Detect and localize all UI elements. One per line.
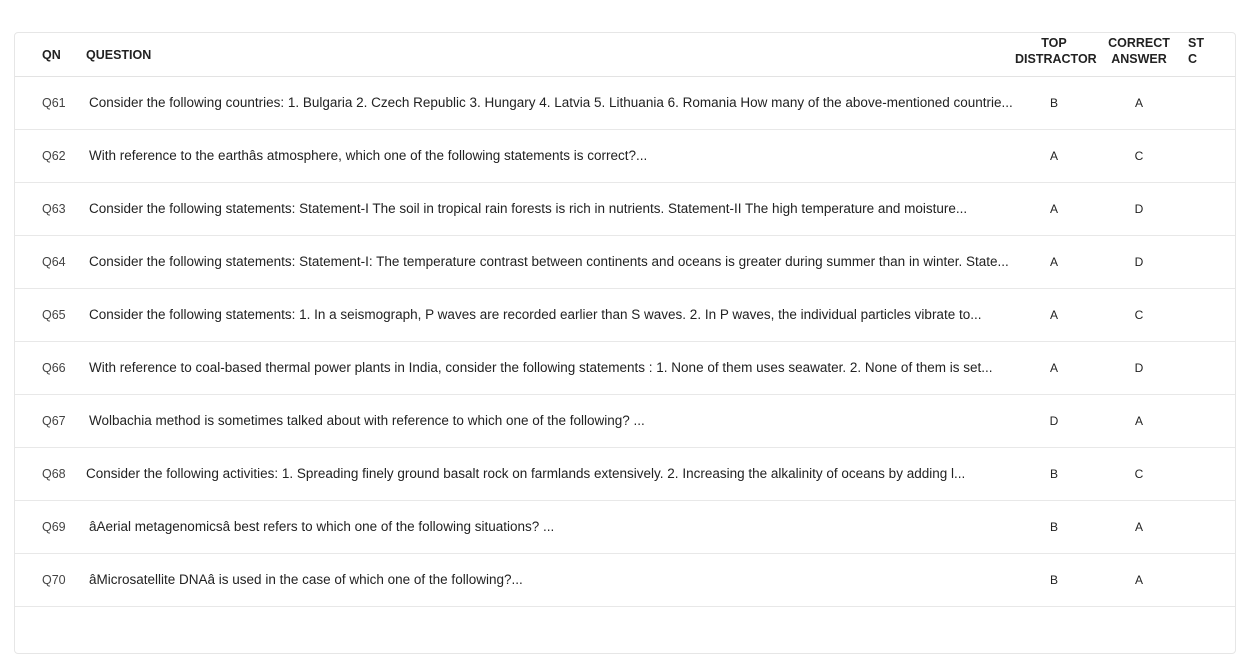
header-correct-answer[interactable] bbox=[1101, 35, 1177, 67]
row-qn: Q68 bbox=[42, 467, 66, 481]
table-row[interactable] bbox=[15, 395, 1235, 448]
row-top-distractor: A bbox=[1049, 149, 1058, 163]
table-row[interactable] bbox=[15, 448, 1235, 501]
row-question: Consider the following countries: 1. Bulgaria 2. Czech Republic 3. Hungary 4. Latvia 5. Lithuania 6. Romania How many of the above-mentioned countrie... bbox=[89, 95, 1013, 110]
table-row[interactable] bbox=[15, 554, 1235, 607]
row-qn: Q66 bbox=[42, 361, 66, 375]
row-correct-answer: A bbox=[1134, 414, 1143, 428]
row-question: With reference to coal-based thermal power plants in India, consider the following statements : 1. None of them uses seawater. 2. None of them is set... bbox=[89, 360, 993, 375]
row-question: Consider the following statements: Statement-I: The temperature contrast between continents and oceans is greater during summer than in winter. State... bbox=[89, 254, 1009, 269]
table-row[interactable] bbox=[15, 183, 1235, 236]
row-qn: Q67 bbox=[42, 414, 66, 428]
header-top-distractor-line1: TOP bbox=[1041, 36, 1067, 50]
results-table bbox=[14, 32, 1236, 654]
table-body bbox=[15, 77, 1235, 607]
table-row[interactable] bbox=[15, 130, 1235, 183]
row-correct-answer: A bbox=[1134, 573, 1143, 587]
row-top-distractor: B bbox=[1049, 96, 1058, 110]
row-qn: Q69 bbox=[42, 520, 66, 534]
row-correct-answer: D bbox=[1134, 255, 1144, 269]
table-row[interactable] bbox=[15, 289, 1235, 342]
row-qn: Q62 bbox=[42, 149, 66, 163]
table-row[interactable] bbox=[15, 342, 1235, 395]
header-status-line2: C bbox=[1188, 52, 1198, 66]
row-question: âAerial metagenomicsâ best refers to which one of the following situations? ... bbox=[89, 519, 555, 534]
table-row[interactable] bbox=[15, 77, 1235, 130]
row-qn: Q61 bbox=[42, 96, 66, 110]
row-top-distractor: B bbox=[1049, 573, 1058, 587]
header-top-distractor[interactable] bbox=[1015, 35, 1097, 67]
row-question: âMicrosatellite DNAâ is used in the case of which one of the following?... bbox=[89, 572, 523, 587]
row-correct-answer: A bbox=[1134, 96, 1143, 110]
table-row[interactable] bbox=[15, 236, 1235, 289]
row-question: With reference to the earthâs atmosphere, which one of the following statements is correct?... bbox=[89, 148, 648, 163]
row-question: Consider the following activities: 1. Spreading finely ground basalt rock on farmlands extensively. 2. Increasing the alkalinity of oceans by adding l... bbox=[86, 466, 966, 481]
row-question: Consider the following statements: Statement-I The soil in tropical rain forests is rich in nutrients. Statement-II The high temperature and moisture... bbox=[89, 201, 968, 216]
row-qn: Q64 bbox=[42, 255, 66, 269]
table-row[interactable] bbox=[15, 501, 1235, 554]
header-qn[interactable]: QN bbox=[42, 48, 61, 62]
row-top-distractor: B bbox=[1049, 467, 1058, 481]
table-header bbox=[15, 33, 1235, 77]
row-correct-answer: C bbox=[1134, 467, 1144, 481]
row-question: Wolbachia method is sometimes talked about with reference to which one of the following? ... bbox=[89, 413, 645, 428]
row-top-distractor: D bbox=[1049, 414, 1059, 428]
row-qn: Q65 bbox=[42, 308, 66, 322]
row-correct-answer: C bbox=[1134, 149, 1144, 163]
header-status[interactable] bbox=[1188, 35, 1248, 67]
row-top-distractor: A bbox=[1049, 308, 1058, 322]
row-top-distractor: A bbox=[1049, 202, 1058, 216]
row-top-distractor: A bbox=[1049, 361, 1058, 375]
row-correct-answer: C bbox=[1134, 308, 1144, 322]
row-question: Consider the following statements: 1. In a seismograph, P waves are recorded earlier than S waves. 2. In P waves, the individual particles vibrate to... bbox=[89, 307, 982, 322]
header-correct-answer-line1: CORRECT bbox=[1108, 36, 1170, 50]
header-correct-answer-line2: ANSWER bbox=[1111, 52, 1167, 66]
row-top-distractor: B bbox=[1049, 520, 1058, 534]
header-top-distractor-line2: DISTRACTOR bbox=[1015, 52, 1097, 66]
row-top-distractor: A bbox=[1049, 255, 1058, 269]
row-correct-answer: D bbox=[1134, 361, 1144, 375]
row-qn: Q70 bbox=[42, 573, 66, 587]
row-correct-answer: D bbox=[1134, 202, 1144, 216]
header-status-line1: ST bbox=[1188, 36, 1204, 50]
row-qn: Q63 bbox=[42, 202, 66, 216]
header-question[interactable]: QUESTION bbox=[86, 48, 152, 62]
row-correct-answer: A bbox=[1134, 520, 1143, 534]
